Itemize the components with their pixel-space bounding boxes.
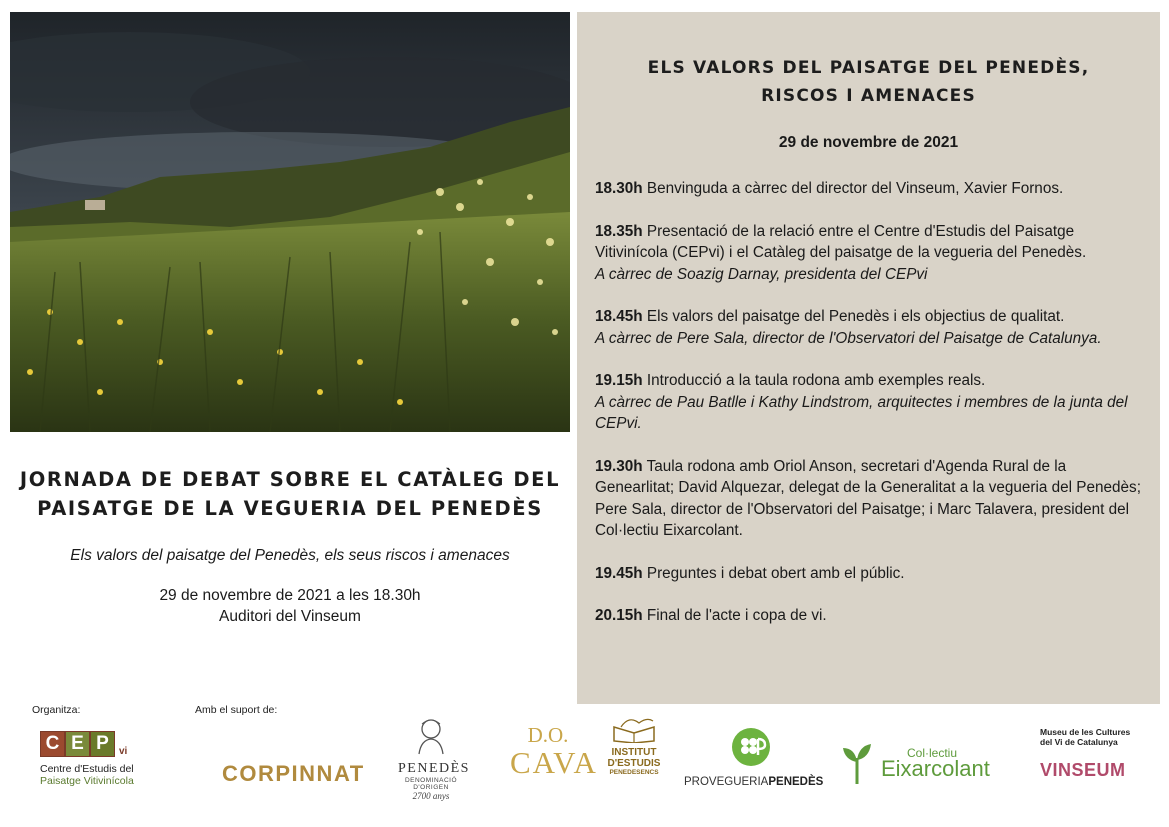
program-panel [577,12,1160,704]
program-date: 29 de novembre de 2021 [778,134,959,151]
provegueria-part1: PROVEGUERIA [684,776,769,788]
slot-text: Els valors del paisatge del Penedès i els objectius de qualitat. [646,308,1065,325]
slot-time: 18.30h [595,180,643,197]
provegueria-part2: PENEDÈS [768,776,824,788]
iep-line2: D'ESTUDIS [607,757,661,769]
sprout-icon [841,740,873,784]
penedes-bust-icon [411,716,451,756]
iep-line3: PENEDESENCS [609,769,659,776]
slot-text: Taula rodona amb Oriol Anson, secretari d'Agenda Rural de la Genearlitat; David Alquezar, delegat de la Generalitat a la vegueria del Penedès; Pere Sala, director de l'Observatori del Paisatge; i Marc Talavera, president del Col·lectiu Eixarcolant. [595,457,1141,539]
event-datetime: 29 de novembre de 2021 a les 18.30h [159,587,421,604]
cepvi-line2: Paisatge Vitivinícola [40,775,134,787]
schedule-item [595,605,1143,627]
event-title-line2: PAISATGE DE LA VEGUERIA DEL PENEDÈS [37,497,543,520]
provegueria-icon [731,727,771,767]
cava-do: D.O. [527,723,569,747]
schedule-item [595,178,1143,200]
slot-text: Introducció a la taula rodona amb exemples reals. [646,372,986,389]
slot-speaker: A càrrec de Pere Sala, director de l'Observatori del Paisatge de Catalunya. [595,329,1102,347]
book-icon [609,713,659,743]
cepvi-letter: C [40,731,65,757]
provegueria-logo [684,727,824,788]
penedes-do: DENOMINACIÓ D'ORIGEN [404,777,458,791]
cepvi-letter: E [65,731,90,757]
program-title-line1: ELS VALORS DEL PAISATGE DEL PENEDÈS, [647,58,1090,78]
slot-time: 19.15h [595,372,643,389]
schedule-item [595,563,1143,585]
cava-name: CAVA [510,745,598,780]
event-info [10,455,570,626]
eixarcolant-logo [841,740,1011,786]
cepvi-letter: P [90,731,115,757]
slot-time: 19.30h [595,457,643,475]
suport-label: Amb el suport de: [195,704,278,716]
do-cava-logo [510,723,598,780]
event-subtitle: Els valors del paisatge del Penedès, els seus riscos i amenaces [70,547,510,564]
program-title-line2: RISCOS I AMENACES [761,86,976,106]
penedes-do-logo [398,716,470,801]
slot-text: Final de l'acte i copa de vi. [646,607,827,624]
event-title-line1: JORNADA DE DEBAT SOBRE EL CATÀLEG DEL [19,468,561,491]
iep-line1: INSTITUT [611,747,657,758]
program-title [577,54,1160,110]
schedule-item [595,306,1143,349]
penedes-years: 2700 anys [412,791,450,801]
eixarcolant-name: Eixarcolant [881,756,990,781]
vinseum-logo [1040,727,1150,781]
vinseum-line1: Museu de les Cultures [1040,727,1131,737]
cepvi-mark [40,731,150,757]
slot-speaker: A càrrec de Pau Batlle i Kathy Lindstrom, arquitectes i membres de la junta del CEPvi. [595,393,1128,432]
cepvi-suffix: vi [119,746,128,757]
schedule-item [595,370,1143,435]
iep-logo [604,713,664,776]
provegueria-wordmark [684,776,824,788]
slot-text: Preguntes i debat obert amb el públic. [646,564,905,582]
schedule-item [595,456,1143,542]
slot-time: 18.45h [595,308,643,325]
corpinnat-logo: CORPINNAT [222,761,365,786]
landscape-photo [10,12,570,432]
eixarcolant-small: Col·lectiu [907,746,958,760]
vinseum-line2: del Vi de Catalunya [1040,737,1118,747]
schedule-item [595,221,1143,286]
organiza-label: Organitza: [32,704,81,716]
slot-text: Presentació de la relació entre el Centre d'Estudis del Paisatge Vitivinícola (CEPvi) i el Catàleg del paisatge de la vegueria del Penedès. [595,222,1087,261]
event-title [10,465,570,523]
slot-text: Benvinguda a càrrec del director del Vinseum, Xavier Fornos. [646,180,1064,197]
cepvi-line1: Centre d'Estudis del [40,763,134,775]
schedule [595,178,1143,648]
slot-time: 20.15h [595,607,643,624]
slot-speaker: A càrrec de Soazig Darnay, presidenta del CEPvi [595,265,928,283]
vinseum-name: VINSEUM [1040,760,1126,780]
event-venue: Auditori del Vinseum [219,608,361,625]
slot-time: 18.35h [595,222,643,240]
cepvi-logo [40,731,150,791]
slot-time: 19.45h [595,564,643,582]
penedes-name: PENEDÈS [398,761,470,776]
